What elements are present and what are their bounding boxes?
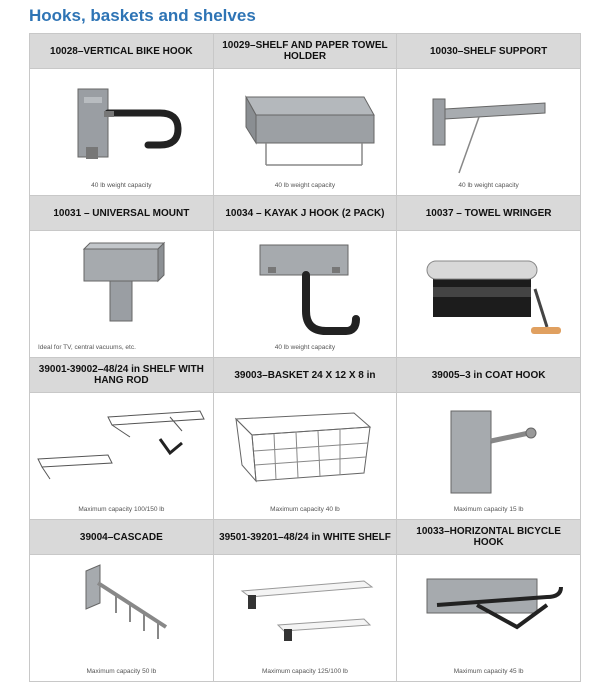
white-shelf-image	[214, 555, 398, 667]
image-row	[30, 69, 581, 196]
product-caption: Ideal for TV, central vacuums, etc.	[38, 344, 136, 351]
product-caption: Maximum capacity 45 lb	[453, 668, 524, 675]
product-caption: Maximum capacity 15 lb	[453, 506, 524, 513]
product-cell	[30, 69, 213, 195]
product-name: 39003–BASKET 24 X 12 X 8 in	[214, 358, 397, 392]
product-cell	[30, 231, 213, 357]
coat-hook-image	[397, 393, 581, 505]
kayak-j-hook-image	[214, 231, 398, 343]
image-row	[30, 555, 581, 682]
product-cell	[214, 393, 397, 519]
image-row	[30, 231, 581, 358]
product-name: 10033–HORIZONTAL BICYCLE HOOK	[397, 520, 580, 554]
shelf-paper-towel-holder-image	[214, 69, 398, 181]
product-name: 10031 – UNIVERSAL MOUNT	[30, 196, 213, 230]
product-cell	[214, 555, 397, 681]
product-cell	[30, 555, 213, 681]
product-cell	[397, 555, 580, 681]
product-caption: 40 lb weight capacity	[274, 344, 336, 351]
header-row	[30, 358, 581, 393]
product-name: 39004–CASCADE	[30, 520, 213, 554]
universal-mount-image	[30, 231, 214, 343]
product-cell	[214, 69, 397, 195]
product-caption: 40 lb weight capacity	[274, 182, 336, 189]
page-title: Hooks, baskets and shelves	[29, 6, 256, 25]
product-cell	[397, 393, 580, 519]
product-name: 39501-39201–48/24 in WHITE SHELF	[214, 520, 397, 554]
towel-wringer-image	[397, 231, 581, 343]
product-caption: Maximum capacity 100/150 lb	[78, 506, 165, 513]
image-row	[30, 393, 581, 520]
product-name: 39005–3 in COAT HOOK	[397, 358, 580, 392]
horizontal-bicycle-hook-image	[397, 555, 581, 667]
product-cell	[397, 69, 580, 195]
product-cell	[214, 231, 397, 357]
product-caption: 40 lb weight capacity	[458, 182, 519, 189]
product-caption: Maximum capacity 40 lb	[270, 506, 340, 513]
header-row	[30, 34, 581, 69]
wire-basket-image	[214, 393, 398, 505]
shelf-support-image	[397, 69, 581, 181]
header-row	[30, 196, 581, 231]
product-caption: 40 lb weight capacity	[91, 182, 152, 189]
vertical-bike-hook-image	[30, 69, 214, 181]
product-caption: Maximum capacity 125/100 lb	[261, 668, 348, 675]
product-caption: Maximum capacity 50 lb	[86, 668, 157, 675]
product-name: 10037 – TOWEL WRINGER	[397, 196, 580, 230]
product-cell	[397, 231, 580, 357]
product-cell	[30, 393, 213, 519]
product-name: 39001-39002–48/24 in SHELF WITH HANG ROD	[30, 358, 213, 392]
product-name: 10034 – KAYAK J HOOK (2 PACK)	[214, 196, 397, 230]
cascade-hook-image	[30, 555, 214, 667]
shelf-with-hang-rod-image	[30, 393, 214, 505]
product-table	[29, 33, 581, 682]
product-name: 10030–SHELF SUPPORT	[397, 34, 580, 68]
product-name: 10029–SHELF AND PAPER TOWEL HOLDER	[214, 34, 397, 68]
header-row	[30, 520, 581, 555]
product-name: 10028–VERTICAL BIKE HOOK	[30, 34, 213, 68]
